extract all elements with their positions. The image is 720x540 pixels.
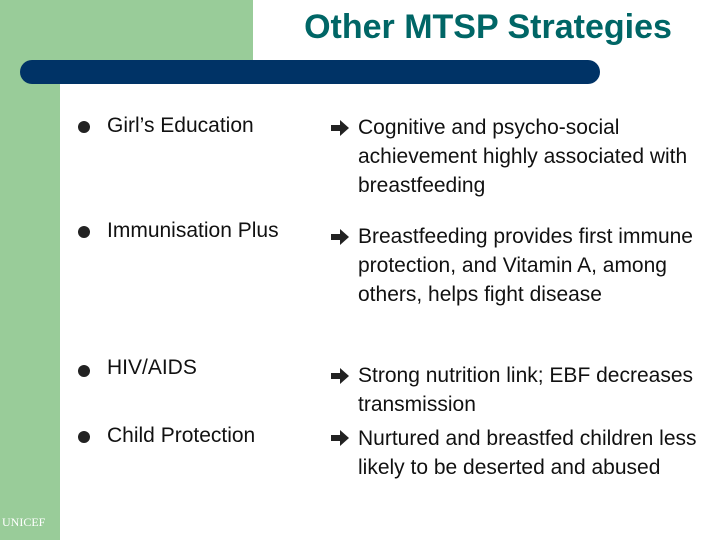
- topic-hiv-aids: HIV/AIDS: [107, 356, 197, 379]
- bullet-icon: [78, 121, 90, 133]
- description-child-protection: Nurtured and breastfed children less likely to be deserted and abused: [358, 427, 697, 479]
- bullet-icon: [78, 226, 90, 238]
- topic-girls-education: Girl’s Education: [107, 114, 254, 137]
- topic-child-protection: Child Protection: [107, 424, 256, 447]
- right-arrow-icon: [331, 368, 349, 384]
- unicef-footer-label: UNICEF: [2, 515, 46, 529]
- description-girls-education: Cognitive and psycho-social achievement highly associated with breastfeeding: [358, 116, 688, 197]
- top-accent-band: [60, 0, 253, 60]
- description-immunisation-plus: Breastfeeding provides first immune protection, and Vitamin A, among others, helps fight disease: [358, 225, 693, 306]
- bullet-icon: [78, 431, 90, 443]
- slide-title: Other MTSP Strategies: [304, 8, 672, 46]
- topic-immunisation-plus: Immunisation Plus: [107, 219, 279, 242]
- description-hiv-aids: Strong nutrition link; EBF decreases transmission: [358, 364, 693, 416]
- right-arrow-icon: [331, 120, 349, 136]
- title-underline-bar: [20, 60, 600, 84]
- right-arrow-icon: [331, 430, 349, 446]
- right-arrow-icon: [331, 229, 349, 245]
- bullet-icon: [78, 365, 90, 377]
